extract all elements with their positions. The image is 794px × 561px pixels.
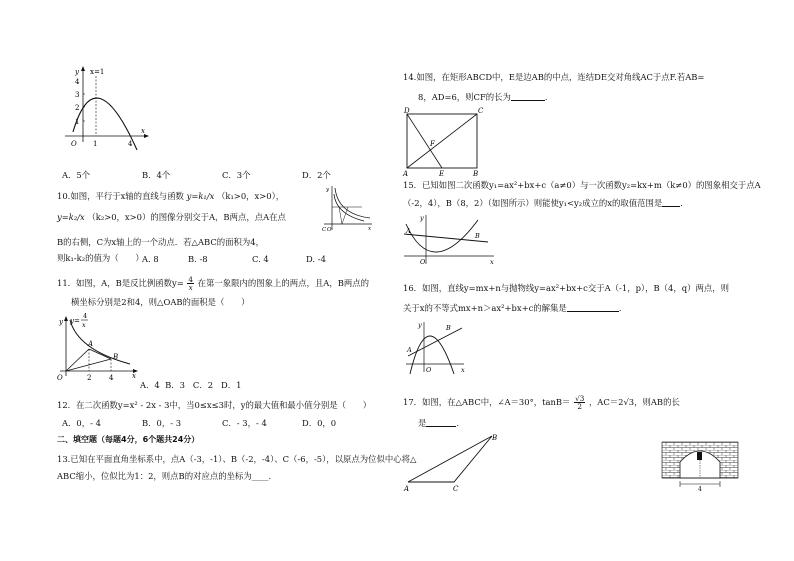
q11-line1-prefix: 11．如图，A，B是反比例函数y= — [57, 278, 184, 289]
q12-option-d: D．0，0 — [302, 418, 337, 428]
label-a: A — [404, 485, 410, 493]
a-label: A — [407, 346, 412, 354]
y-axis-arrow — [81, 66, 85, 71]
q10-option-d: D. -4 — [306, 254, 326, 264]
q17-tan-den: 2 — [577, 402, 582, 412]
q15-line2-text: （-2，4），B（8，2）（如图所示）则能使y₁<y₂成立的x的取值范围是 — [403, 198, 663, 208]
q17-answer-blank[interactable] — [426, 418, 456, 427]
width-label: 4 — [698, 486, 702, 493]
arch-marker — [697, 452, 702, 460]
q17-line1-prefix: 17．如图，在△ABC中，∠A＝30°，tanB＝ — [403, 397, 571, 408]
q17-line1 — [403, 395, 680, 410]
label-c: C — [478, 107, 484, 115]
point-a-label: A — [88, 340, 94, 348]
diagonal-ac — [407, 114, 477, 168]
q10-y2-expression: y=k₂/x — [57, 212, 85, 222]
segment-de — [407, 114, 442, 168]
label-b: B — [473, 170, 479, 178]
q9-parabola-graph — [55, 62, 150, 152]
triangle-side-2 — [342, 207, 348, 224]
hyperbola-k2 — [334, 194, 364, 221]
q10-line2 — [57, 212, 286, 223]
q14-line1: 14.如图，在矩形ABCD中，E是边AB的中点，连结DE交对角线AC于点F.若AB= — [403, 72, 705, 82]
arch-tunnel-figure — [660, 440, 740, 492]
q16-line2-text: 关于x的不等式mx+n＞ax²+bx+c的解集是 — [403, 303, 567, 313]
straight-line — [408, 328, 462, 356]
q15-graph — [402, 212, 497, 267]
q14-line2-text: 8，AD=6，则CF的长为 — [418, 92, 511, 102]
q17-tan-num: √3 — [575, 394, 585, 403]
q12-option-b: B．0，- 3 — [142, 418, 182, 428]
q11-fraction — [187, 276, 194, 291]
q11-frac-num: 4 — [188, 275, 193, 284]
label-a: A — [403, 170, 409, 178]
q10-line1-prefix: 10.如图，平行于x轴的直线与函数 — [57, 191, 184, 201]
b-label: B — [446, 324, 451, 332]
y-tick-4: 4 — [75, 78, 80, 86]
q17-line2-text: 是 — [418, 418, 427, 428]
q15-line2 — [403, 198, 689, 209]
q11-line1-suffix: 在第一象限内的图象上的两点，且A，B两点的 — [197, 278, 369, 289]
q17-line1-mid: ，AC＝2√3，则AB的长 — [588, 397, 680, 408]
q9-option-c: C．3个 — [222, 170, 251, 180]
q9-option-a: A．5个 — [62, 170, 91, 180]
x-axis-label: x — [141, 127, 145, 135]
q10-line2-suffix: （k₂>0，x>0）的图像分别交于A，B两点，点A在点 — [87, 212, 286, 222]
q14-rectangle-figure — [402, 106, 492, 176]
q14-line2 — [418, 92, 548, 103]
y-label: y — [418, 321, 422, 329]
q15-line1: 15．已知如图二次函数y₁=ax²+bx+c（a≠0）与一次函数y₂=kx+m（k≠0）的图象相交于点A — [403, 180, 761, 190]
y-tick-1: 1 — [75, 118, 80, 126]
x-label: x — [490, 258, 494, 266]
y-tick-3: 3 — [75, 91, 80, 99]
y-axis-label: y — [75, 68, 79, 76]
origin-label: O — [57, 374, 63, 382]
point-b-label: B — [113, 353, 119, 361]
q11-line2: 横坐标分别是2和4，则△OAB的面积是（ ） — [71, 297, 250, 307]
q10-option-b: B. -8 — [188, 254, 208, 264]
q10-option-c: C. 4 — [252, 254, 269, 264]
x-label: x — [461, 366, 465, 374]
symmetry-label: x=1 — [90, 68, 105, 76]
y-tick-2: 2 — [75, 104, 80, 112]
parabola-y1 — [406, 220, 478, 252]
label-b: B — [492, 434, 498, 442]
q17-line2-end: . — [456, 418, 460, 428]
x-tick-4: 4 — [109, 374, 114, 382]
parabola-curve — [410, 336, 454, 374]
triangle-abc — [408, 436, 492, 482]
q10-y1-expression: y=k₁/x — [186, 191, 215, 201]
q11-hyperbola-graph — [56, 312, 146, 390]
o-label: O — [426, 366, 432, 374]
c-label: C — [322, 227, 327, 233]
origin-label: O — [71, 140, 77, 148]
q10-line4: 则k₁-k₂的值为（ ） — [57, 253, 144, 263]
hyperbola-curve — [70, 320, 130, 364]
q11-frac-den: x — [188, 283, 193, 293]
q17-triangle-figure — [402, 432, 512, 492]
q17-tan-fraction — [574, 395, 585, 410]
q16-line2 — [403, 303, 621, 314]
q16-graph — [402, 318, 467, 378]
x-tick-1: 1 — [93, 140, 98, 148]
q12-option-c: C．- 3，- 4 — [222, 418, 267, 428]
label-d: D — [404, 107, 410, 115]
q14-line2-end: . — [544, 92, 548, 102]
section-2-heading: 二、填空题（每题4分，6个题共24分） — [57, 435, 200, 444]
label-c: C — [453, 485, 459, 493]
a-label: A — [406, 227, 411, 235]
o-label: O — [327, 227, 332, 233]
y-axis-arrow — [64, 316, 68, 321]
y-axis-label: y — [59, 318, 63, 326]
q12-text: 12．在二次函数y=x² - 2x - 3中，当0≤x≤3时，y的最大值和最小值分别是（ ） — [57, 400, 372, 410]
y-label: y — [420, 214, 424, 222]
x-tick-4: 4 — [128, 140, 133, 148]
label-f: F — [430, 140, 435, 148]
curve-eq-den: x — [82, 321, 86, 329]
q10-line1 — [57, 191, 284, 202]
x-axis-label: x — [132, 372, 136, 380]
label-e: E — [439, 170, 445, 178]
q16-answer-blank[interactable] — [567, 303, 619, 312]
b-label: B — [475, 232, 480, 240]
q16-line1: 16．如图，直线y=mx+n与抛物线y=ax²+bx+c交于A（-1，p），B（4，q）两点，则 — [403, 283, 729, 293]
q11-line1 — [57, 276, 369, 291]
y-label: y — [326, 187, 330, 193]
q15-answer-blank[interactable] — [662, 198, 680, 207]
q9-option-d: D．2个 — [302, 170, 331, 180]
q10-hyperbola-graph — [318, 184, 373, 234]
q10-option-a: A. 8 — [142, 254, 159, 264]
q11-options: A．4 B．3 C．2 D．1 — [140, 380, 242, 390]
q13-line2: ABC缩小，位似比为1：2，则点B的对应点的坐标为____. — [57, 471, 272, 481]
q12-option-a: A．0，- 4 — [62, 418, 101, 428]
x-label: x — [368, 226, 372, 232]
segment-ab — [89, 349, 111, 359]
o-label: O — [420, 258, 426, 266]
q10-line3: B的右侧，C为x轴上的一个动点．若△ABC的面积为4， — [57, 237, 264, 247]
q9-option-b: B．4个 — [142, 170, 171, 180]
q16-line2-end: . — [618, 303, 622, 313]
q10-line1-suffix: （k₁>0，x>0）， — [217, 191, 285, 201]
q14-answer-blank[interactable] — [511, 92, 545, 101]
x-tick-2: 2 — [87, 374, 92, 382]
curve-eq-prefix: y= — [70, 317, 80, 325]
q15-line2-end: ． — [680, 198, 689, 208]
q17-line2 — [418, 418, 459, 429]
q13-line1: 13.已知在平面直角坐标系中，点A（-3，-1）、B（-2，-4）、C（-6，-5），以原点为位似中心将△ — [57, 454, 417, 464]
curve-eq-num: 4 — [83, 312, 88, 320]
